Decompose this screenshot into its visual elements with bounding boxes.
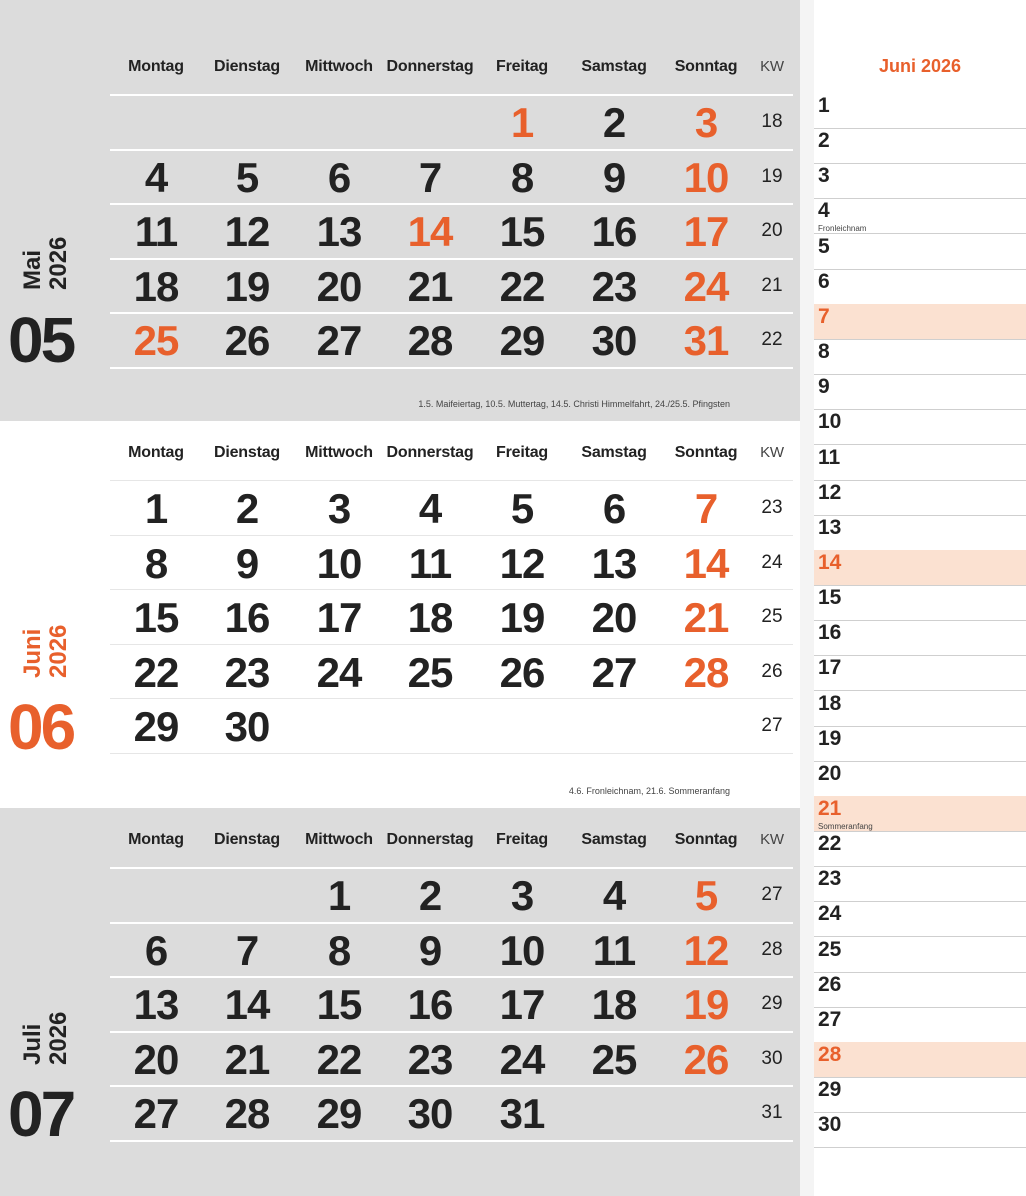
planner-day-row[interactable] [814,234,1026,270]
day-cell[interactable]: 30 [224,703,270,750]
day-cell[interactable]: 28 [683,648,729,696]
weekday-header: Sonntag [674,831,738,848]
day-cell[interactable]: 14 [407,208,453,255]
planner-day-row[interactable] [814,163,1026,199]
month-year: 2026 [45,236,72,290]
day-cell[interactable]: 19 [224,262,270,310]
weekday-header: Montag [128,444,184,461]
planner-day-row[interactable] [814,1007,1026,1043]
day-cell[interactable]: 12 [499,539,545,587]
day-cell[interactable]: 24 [316,648,362,696]
day-cell[interactable]: 26 [499,648,545,696]
planner-day-row[interactable] [814,480,1026,516]
planner-day-number: 7 [818,304,830,328]
planner-day-row[interactable] [814,866,1026,902]
weekday-header: Mittwoch [305,444,373,461]
planner-day-number: 19 [818,726,842,750]
weekday-header: Samstag [581,58,647,75]
week-number: 31 [761,1102,783,1123]
holidays-note: 4.6. Fronleichnam, 21.6. Sommeranfang [568,786,730,796]
planner-day-row[interactable] [814,515,1026,551]
weekday-header: Freitag [496,831,548,848]
day-cell[interactable]: 3 [327,485,351,532]
planner-sheet [814,0,1026,1196]
day-cell[interactable]: 2 [235,485,259,532]
planner-day-number: 23 [818,867,842,891]
day-cell[interactable]: 2 [418,872,442,919]
day-cell[interactable]: 17 [316,594,362,641]
planner-day-row[interactable] [814,831,1026,867]
planner-day-row[interactable] [814,585,1026,621]
day-cell[interactable]: 10 [683,153,729,201]
day-cell[interactable]: 3 [510,872,534,919]
day-cell[interactable]: 1 [510,99,534,146]
day-cell[interactable]: 15 [133,594,179,641]
planner-day-row[interactable] [814,937,1026,973]
day-cell[interactable]: 8 [144,539,168,587]
day-cell[interactable]: 16 [224,594,270,641]
planner-day-number: 15 [818,586,842,610]
planner-day-number: 8 [818,340,830,364]
week-number: 25 [761,606,783,627]
planner-day-row[interactable] [814,901,1026,937]
planner-day-number: 9 [818,375,830,399]
planner-day-row[interactable] [814,620,1026,656]
kw-header: KW [760,58,784,75]
planner-day-row[interactable] [814,93,1026,129]
grid-line [110,94,793,96]
grid-line [110,867,793,869]
planner-day-row[interactable] [814,198,1026,234]
day-cell[interactable]: 11 [592,926,636,974]
planner-day-number: 5 [818,234,830,258]
week-number: 27 [761,884,783,905]
grid-line [110,644,793,645]
day-cell[interactable]: 12 [224,208,270,255]
grid-line [110,1031,793,1033]
weekday-header: Sonntag [674,58,738,75]
day-cell[interactable]: 31 [499,1090,545,1137]
day-cell[interactable]: 9 [602,153,626,201]
month-name-year [20,935,72,1065]
month-name: Mai [19,249,46,290]
day-cell[interactable]: 10 [499,926,545,974]
grid-line [110,922,793,924]
planner-day-row[interactable] [814,550,1026,586]
week-number: 22 [761,329,783,350]
week-number: 23 [761,497,783,518]
planner-day-row[interactable] [814,374,1026,410]
day-cell[interactable]: 22 [316,1035,362,1083]
day-cell[interactable]: 18 [133,262,179,310]
day-cell[interactable]: 18 [591,981,637,1028]
day-cell[interactable]: 12 [683,926,729,974]
week-number: 20 [761,220,783,241]
day-cell[interactable]: 20 [591,594,637,641]
day-cell[interactable]: 6 [602,485,626,532]
day-cell[interactable]: 6 [144,926,168,974]
day-cell[interactable]: 21 [407,262,453,310]
day-cell[interactable]: 4 [602,872,626,919]
day-cell[interactable]: 9 [235,539,259,587]
day-cell[interactable]: 20 [316,262,362,310]
day-cell[interactable]: 13 [133,981,179,1028]
grid-line [110,480,793,481]
month-year: 2026 [45,1011,72,1065]
day-cell[interactable]: 17 [683,208,729,255]
day-cell[interactable]: 29 [133,703,179,750]
planner-day-number: 28 [818,1043,842,1067]
day-cell[interactable]: 20 [133,1035,179,1083]
day-cell[interactable]: 23 [224,648,270,696]
planner-day-row[interactable] [814,339,1026,375]
day-cell[interactable]: 22 [133,648,179,696]
planner-day-number: 25 [818,937,842,961]
week-number: 29 [761,993,783,1014]
planner-day-number: 18 [818,691,842,715]
planner-day-number: 6 [818,269,830,293]
day-cell[interactable]: 19 [683,981,729,1028]
planner-day-row[interactable] [814,409,1026,445]
planner-day-number: 22 [818,832,842,856]
weekday-header: Montag [128,831,184,848]
planner-day-number: 30 [818,1113,842,1137]
planner-day-row[interactable] [814,269,1026,305]
planner-day-number: 10 [818,410,842,434]
weekday-header: Sonntag [674,444,738,461]
day-cell[interactable]: 26 [224,317,270,364]
day-cell[interactable]: 4 [418,485,442,532]
daily-planner [800,0,1026,1196]
day-cell[interactable]: 31 [683,317,729,364]
planner-day-number: 1 [818,94,830,117]
day-cell[interactable]: 15 [316,981,362,1028]
planner-day-number: 4 [818,199,830,223]
planner-day-number: 21 [818,797,842,820]
planner-day-row[interactable] [814,128,1026,164]
planner-day-row[interactable] [814,796,1026,832]
planner-day-row[interactable] [814,655,1026,691]
grid-line [110,1085,793,1087]
holidays-note: 1.5. Maifeiertag, 10.5. Muttertag, 14.5. Christi Himmelfahrt, 24./25.5. Pfingsten [418,399,730,409]
weekday-header: Dienstag [214,831,280,848]
day-cell[interactable]: 4 [144,153,168,201]
planner-day-number: 26 [818,972,842,996]
planner-day-row[interactable] [814,304,1026,340]
day-cell[interactable]: 6 [327,153,351,201]
day-cell[interactable]: 7 [694,485,718,532]
kw-header: KW [760,831,784,848]
planner-day-number: 3 [818,164,830,188]
weekday-header: Freitag [496,58,548,75]
grid-line [110,753,793,754]
day-cell[interactable]: 9 [418,926,442,974]
planner-day-number: 27 [818,1007,842,1031]
planner-day-row[interactable] [814,1077,1026,1113]
day-cell[interactable]: 26 [683,1035,729,1083]
month-year: 2026 [45,624,72,678]
kw-header: KW [760,444,784,461]
week-number: 27 [761,715,783,736]
planner-day-note: Fronleichnam [818,224,867,234]
day-cell[interactable]: 13 [591,539,637,587]
week-number: 30 [761,1047,783,1069]
grid-line [110,312,793,314]
weekday-header: Mittwoch [305,58,373,75]
planner-day-number: 16 [818,621,842,645]
week-number: 18 [761,111,783,132]
planner-day-number: 17 [818,656,842,680]
month-name-year [20,548,72,678]
week-number: 21 [761,274,783,296]
day-cell[interactable]: 16 [591,208,637,255]
planner-day-number: 12 [818,480,842,504]
day-cell[interactable]: 8 [327,926,351,974]
day-cell[interactable]: 30 [591,317,637,364]
day-cell[interactable]: 24 [499,1035,545,1083]
day-cell[interactable]: 25 [591,1035,637,1083]
weekday-header: Samstag [581,831,647,848]
grid-line [110,698,793,699]
weekday-header: Dienstag [214,58,280,75]
day-cell[interactable]: 5 [510,485,534,532]
weekday-header: Donnerstag [386,444,474,461]
day-cell[interactable]: 17 [499,981,545,1028]
day-cell[interactable]: 5 [694,872,718,919]
day-cell[interactable]: 14 [224,981,270,1028]
weekday-header: Donnerstag [386,58,474,75]
day-cell[interactable]: 7 [418,153,442,201]
month-number: 05 [8,304,74,376]
grid-line [110,589,793,590]
day-cell[interactable]: 18 [407,594,453,641]
day-cell[interactable]: 24 [683,262,729,310]
planner-title: Juni 2026 [878,56,962,76]
month-block-juni [0,421,800,808]
day-cell[interactable]: 25 [133,317,179,364]
day-cell[interactable]: 11 [408,539,452,587]
planner-day-row[interactable] [814,726,1026,762]
day-cell[interactable]: 13 [316,208,362,255]
weekday-header: Montag [128,58,184,75]
grid-line [110,367,793,369]
day-cell[interactable]: 11 [134,208,178,255]
day-cell[interactable]: 3 [694,99,718,146]
month-number: 06 [8,691,74,763]
day-cell[interactable]: 2 [602,99,626,146]
grid-line [110,535,793,536]
day-cell[interactable]: 19 [499,594,545,641]
weekday-header: Mittwoch [305,831,373,848]
weekday-header: Dienstag [214,444,280,461]
weekday-header: Freitag [496,444,548,461]
week-number: 19 [761,165,783,187]
day-cell[interactable]: 29 [499,317,545,364]
planner-day-row[interactable] [814,691,1026,727]
planner-day-row[interactable] [814,972,1026,1008]
day-cell[interactable]: 23 [591,262,637,310]
month-block-mai [0,0,800,421]
planner-day-row[interactable] [814,761,1026,797]
weekday-header: Donnerstag [386,831,474,848]
month-name: Juli [19,1023,46,1065]
day-cell[interactable]: 15 [499,208,545,255]
day-cell[interactable]: 28 [224,1090,270,1137]
day-cell[interactable]: 29 [316,1090,362,1137]
planner-day-number: 2 [818,129,830,153]
week-number: 24 [761,551,783,573]
week-number: 28 [761,938,783,960]
day-cell[interactable]: 10 [316,539,362,587]
day-cell[interactable]: 23 [407,1035,453,1083]
planner-day-row[interactable] [814,1112,1026,1148]
grid-line [110,258,793,260]
day-cell[interactable]: 22 [499,262,545,310]
grid-line [110,149,793,151]
day-cell[interactable]: 8 [510,153,534,201]
planner-day-number: 29 [818,1078,842,1102]
day-cell[interactable]: 30 [407,1090,453,1137]
day-cell[interactable]: 7 [235,926,259,974]
day-cell[interactable]: 28 [407,317,453,364]
day-cell[interactable]: 21 [224,1035,270,1083]
grid-line [110,976,793,978]
month-name: Juni [19,628,46,678]
planner-day-number: 20 [818,761,842,785]
planner-day-note: Sommeranfang [818,822,873,831]
planner-day-row[interactable] [814,1042,1026,1078]
week-number: 26 [761,660,783,682]
day-cell[interactable]: 27 [133,1090,179,1137]
month-name-year [20,160,72,290]
planner-day-number: 11 [818,445,841,469]
day-cell[interactable]: 27 [591,648,637,696]
planner-day-number: 13 [818,515,842,539]
day-cell[interactable]: 14 [683,539,729,587]
grid-line [110,1140,793,1142]
day-cell[interactable]: 1 [144,485,168,532]
grid-line [110,203,793,205]
day-cell[interactable]: 21 [683,594,729,641]
month-block-juli [0,808,800,1196]
day-cell[interactable]: 1 [327,872,351,919]
day-cell[interactable]: 27 [316,317,362,364]
planner-day-row[interactable] [814,445,1026,481]
month-number: 07 [8,1078,74,1150]
planner-day-number: 24 [818,902,842,926]
day-cell[interactable]: 25 [407,648,453,696]
weekday-header: Samstag [581,444,647,461]
day-cell[interactable]: 5 [235,153,259,201]
planner-day-number: 14 [818,550,842,574]
day-cell[interactable]: 16 [407,981,453,1028]
